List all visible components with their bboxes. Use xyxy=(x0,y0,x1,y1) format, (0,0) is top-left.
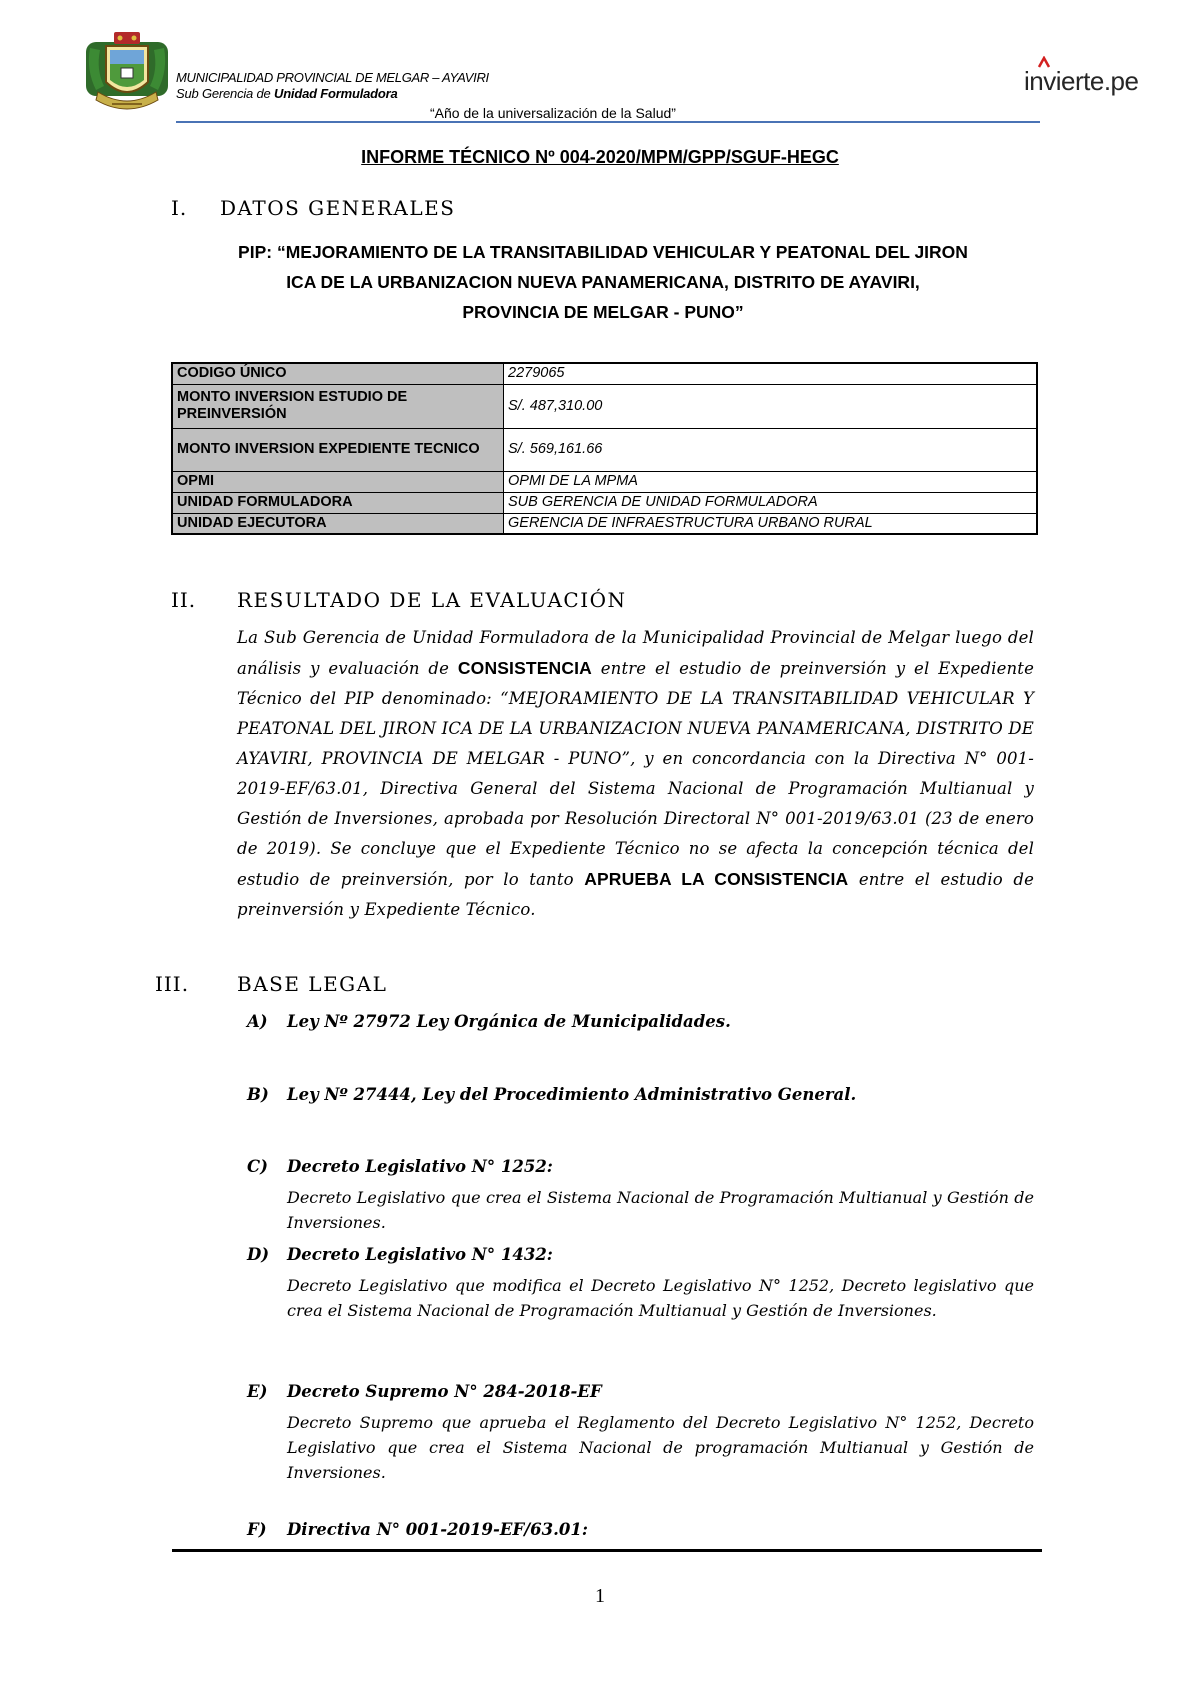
table-row xyxy=(172,363,1037,384)
invierte-brand-logo: invierte.pe xyxy=(1024,66,1139,96)
legal-item-letter: B) xyxy=(247,1085,269,1104)
section-2-title: RESULTADO DE LA EVALUACIÓN xyxy=(237,588,627,612)
legal-item-letter: C) xyxy=(247,1157,268,1176)
year-motto: “Año de la universalización de la Salud” xyxy=(430,105,676,121)
table-key: MONTO INVERSION EXPEDIENTE TECNICO xyxy=(172,428,504,471)
table-row xyxy=(172,492,1037,513)
section-1-title: DATOS GENERALES xyxy=(220,196,456,220)
table-row xyxy=(172,513,1037,534)
pip-line: PROVINCIA DE MELGAR - PUNO” xyxy=(462,302,744,322)
pip-line: PIP: “MEJORAMIENTO DE LA TRANSITABILIDAD VEHICULAR Y PEATONAL DEL JIRON xyxy=(238,242,968,262)
table-value: OPMI DE LA MPMA xyxy=(504,471,1038,492)
legal-item-title: Directiva N° 001-2019-EF/63.01: xyxy=(287,1520,588,1539)
table-row xyxy=(172,384,1037,428)
legal-item-letter: F) xyxy=(247,1520,267,1539)
pip-project-name xyxy=(170,237,1036,327)
report-title: INFORME TÉCNICO Nº 004-2020/MPM/GPP/SGUF-HEGC xyxy=(361,147,839,167)
section-3-title: BASE LEGAL xyxy=(237,972,388,996)
evaluation-paragraph: La Sub Gerencia de Unidad Formuladora de la Municipalidad Provincial de Melgar luego del análisis y evaluación de CONSISTENCIA entre el estudio de preinversión y el Expediente Técnico del PIP denominado: “MEJORAMIENTO DE LA TRANSITABILIDAD VEHICULAR Y PEATONAL DEL JIRON ICA DE LA URBANIZACION NUEVA PANAMERICANA, DISTRITO DE AYAVIRI, PROVINCIA DE MELGAR - PUNO”, y en concordancia con la Directiva N° 001-2019-EF/63.01, Directiva General del Sistema Nacional de Programación Multianual y Gestión de Inversiones, aprobada por Resolución Directoral N° 001-2019/63.01 (23 de enero de 2019). Se concluye que el Expediente Técnico no se afecta la concepción técnica del estudio de preinversión, por lo tanto APRUEBA LA CONSISTENCIA entre el estudio de preinversión y Expediente Técnico. xyxy=(237,628,1034,919)
legal-item-description: Decreto Supremo que aprueba el Reglamento del Decreto Legislativo N° 1252, Decreto Legislativo que crea el Sistema Nacional de programación Multianual y Gestión de Inversiones. xyxy=(287,1413,1034,1482)
pip-line: ICA DE LA URBANIZACION NUEVA PANAMERICANA, DISTRITO DE AYAVIRI, xyxy=(286,272,920,292)
section-3-number: III. xyxy=(155,972,190,996)
legal-item-title: Decreto Legislativo N° 1252: xyxy=(287,1157,553,1176)
legal-item-title: Decreto Legislativo N° 1432: xyxy=(287,1245,553,1264)
municipal-coat-of-arms-logo xyxy=(84,30,170,122)
table-key: UNIDAD FORMULADORA xyxy=(172,492,504,513)
page-number: 1 xyxy=(595,1585,605,1607)
table-key: MONTO INVERSION ESTUDIO DE PREINVERSIÓN xyxy=(172,384,504,428)
table-value: GERENCIA DE INFRAESTRUCTURA URBANO RURAL xyxy=(504,513,1038,534)
legal-item-description: Decreto Legislativo que crea el Sistema Nacional de Programación Multianual y Gestión de Inversiones. xyxy=(287,1188,1034,1232)
institution-name: MUNICIPALIDAD PROVINCIAL DE MELGAR – AYAVIRI xyxy=(176,70,489,85)
legal-item-title: Ley Nº 27444, Ley del Procedimiento Administrativo General. xyxy=(287,1085,857,1104)
legal-item-letter: D) xyxy=(247,1245,270,1264)
section-2-number: II. xyxy=(171,588,197,612)
legal-item-description: Decreto Legislativo que modifica el Decreto Legislativo N° 1252, Decreto legislativo que crea el Sistema Nacional de Programación Multianual y Gestión de Inversiones. xyxy=(287,1276,1034,1320)
table-value: SUB GERENCIA DE UNIDAD FORMULADORA xyxy=(504,492,1038,513)
table-row xyxy=(172,428,1037,471)
header-divider xyxy=(176,121,1040,123)
legal-item-letter: E) xyxy=(247,1382,268,1401)
footer-divider xyxy=(172,1549,1042,1552)
table-value: S/. 569,161.66 xyxy=(504,428,1038,471)
department-name: Sub Gerencia de Unidad Formuladora xyxy=(176,86,398,101)
legal-item-title: Ley Nº 27972 Ley Orgánica de Municipalidades. xyxy=(287,1012,731,1031)
table-key: UNIDAD EJECUTORA xyxy=(172,513,504,534)
section-1-number: I. xyxy=(171,196,188,220)
table-row xyxy=(172,471,1037,492)
legal-item-title: Decreto Supremo N° 284-2018-EF xyxy=(287,1382,602,1401)
table-key: CODIGO ÚNICO xyxy=(172,363,504,384)
legal-item-letter: A) xyxy=(247,1012,268,1031)
table-value: 2279065 xyxy=(504,363,1038,384)
table-value: S/. 487,310.00 xyxy=(504,384,1038,428)
table-key: OPMI xyxy=(172,471,504,492)
general-data-table xyxy=(171,362,1038,535)
